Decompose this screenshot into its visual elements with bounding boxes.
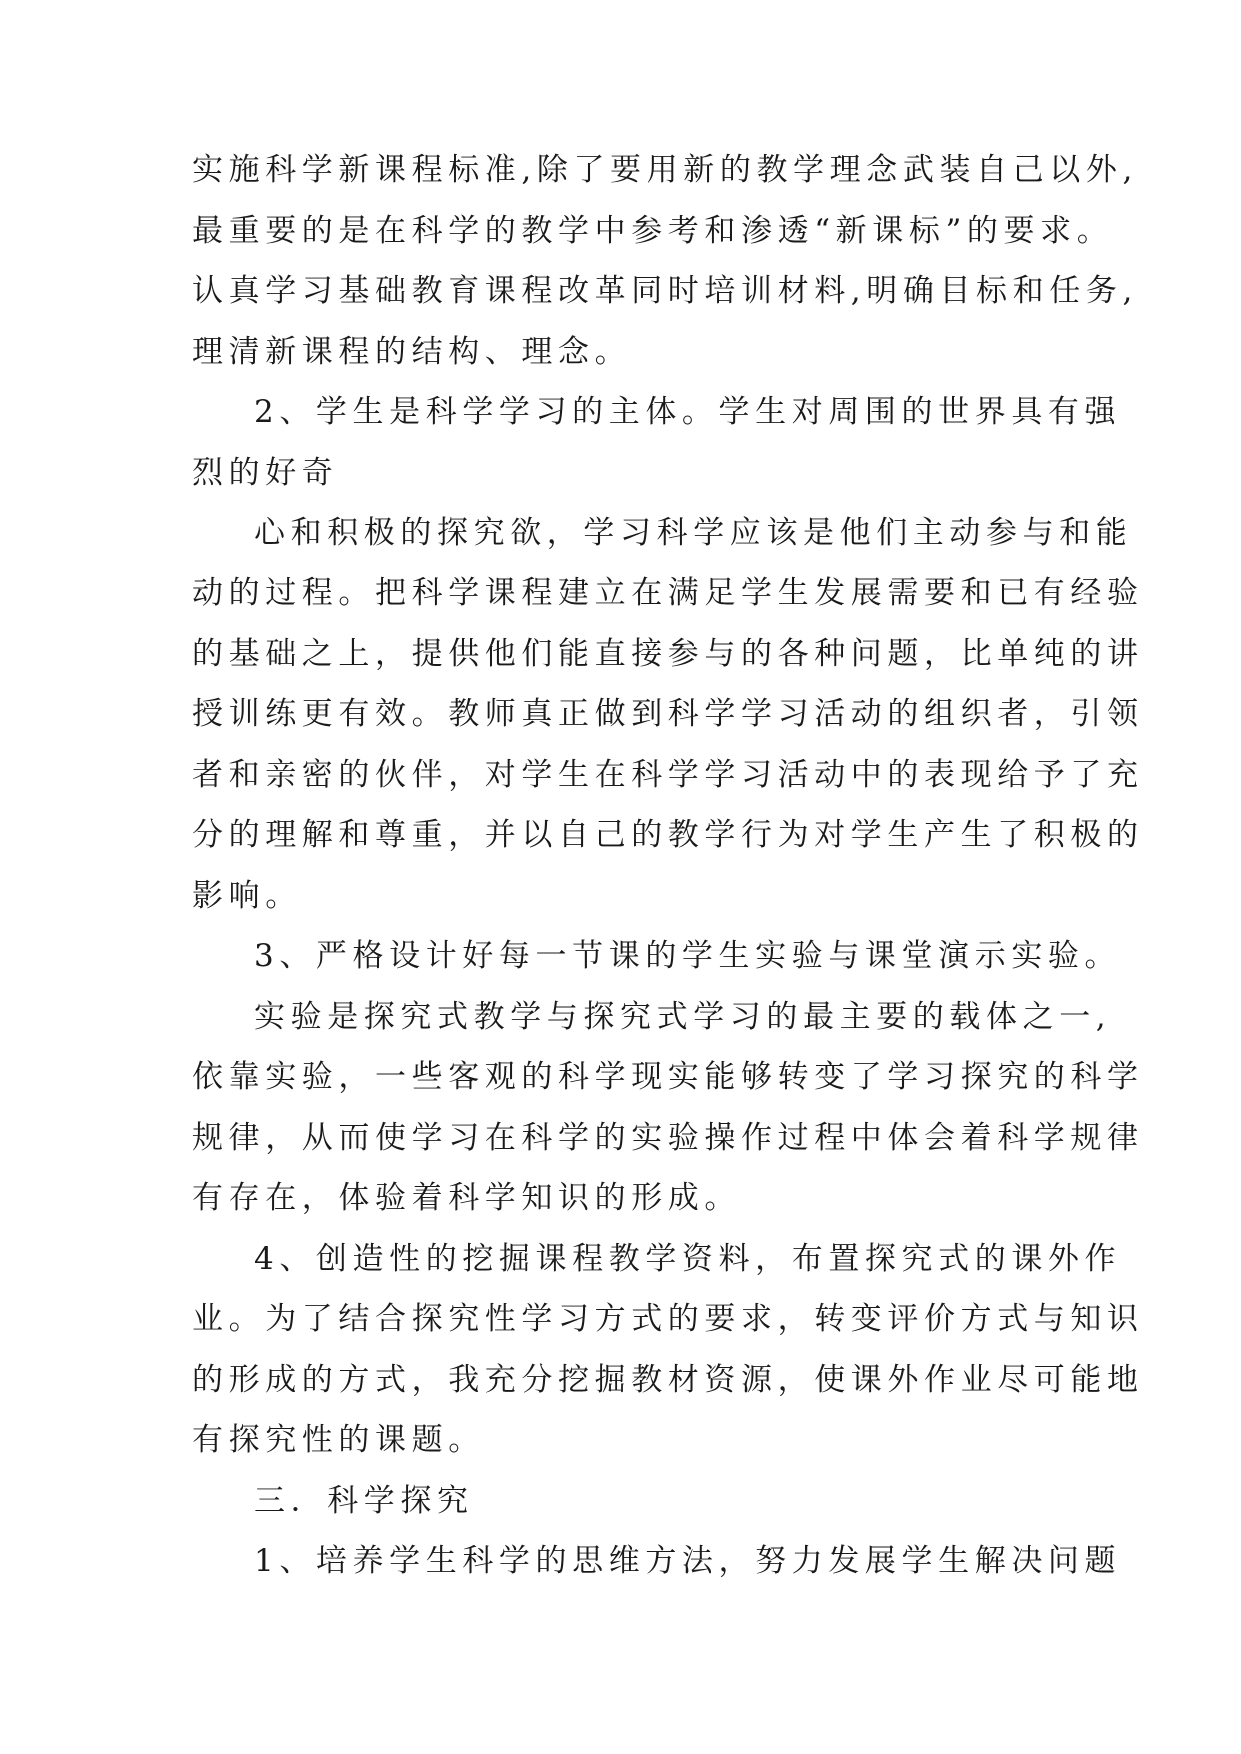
text-line: 认真学习基础教育课程改革同时培训材料,明确目标和任务,: [192, 273, 1138, 309]
text-line: 烈的好奇: [192, 455, 339, 491]
section-heading: 三．科学探究: [254, 1483, 474, 1519]
text-line: 2、学生是科学学习的主体。学生对周围的世界具有强: [254, 394, 1122, 430]
text-line: 理清新课程的结构、理念。: [192, 334, 632, 370]
text-line: 业。为了结合探究性学习方式的要求，转变评价方式与知识: [192, 1301, 1144, 1337]
text-line: 者和亲密的伙伴，对学生在科学学习活动中的表现给予了充: [192, 757, 1144, 793]
text-line: 授训练更有效。教师真正做到科学学习活动的组织者，引领: [192, 696, 1144, 732]
text-line: 规律，从而使学习在科学的实验操作过程中体会着科学规律: [192, 1120, 1144, 1156]
text-line: 的基础之上，提供他们能直接参与的各种问题，比单纯的讲: [192, 636, 1144, 672]
text-line: 实验是探究式教学与探究式学习的最主要的载体之一,: [254, 999, 1112, 1035]
text-line: 4、创造性的挖掘课程教学资料，布置探究式的课外作: [254, 1241, 1122, 1277]
text-line: 影响。: [192, 878, 302, 914]
text-line: 分的理解和尊重，并以自己的教学行为对学生产生了积极的: [192, 817, 1144, 853]
text-line: 动的过程。把科学课程建立在满足学生发展需要和已有经验: [192, 575, 1144, 611]
text-line: 心和积极的探究欲，学习科学应该是他们主动参与和能: [254, 515, 1133, 551]
text-line: 有探究性的课题。: [192, 1422, 485, 1458]
text-line: 有存在，体验着科学知识的形成。: [192, 1180, 741, 1216]
text-line: 的形成的方式，我充分挖掘教材资源，使课外作业尽可能地: [192, 1362, 1144, 1398]
text-line: 最重要的是在科学的教学中参考和渗透“新课标”的要求。: [192, 213, 1114, 249]
text-line: 依靠实验，一些客观的科学现实能够转变了学习探究的科学: [192, 1059, 1144, 1095]
text-line: 实施科学新课程标准,除了要用新的教学理念武装自己以外,: [192, 152, 1138, 188]
text-line: 3、严格设计好每一节课的学生实验与课堂演示实验。: [254, 938, 1122, 974]
text-line: 1、培养学生科学的思维方法，努力发展学生解决问题: [254, 1543, 1122, 1579]
